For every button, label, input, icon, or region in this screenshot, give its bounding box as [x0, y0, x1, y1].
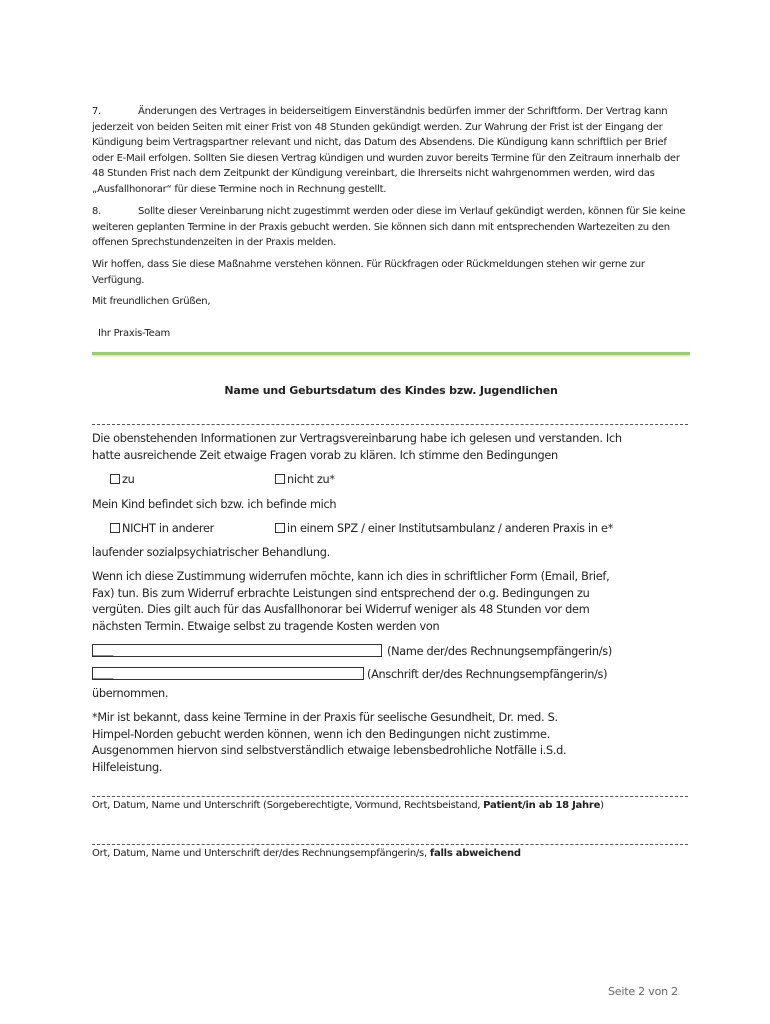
option-in-label: in einem SPZ / einer Institutsambulanz / anderen Praxis in e*: [287, 522, 614, 535]
consent-no-label: nicht zu*: [287, 473, 335, 486]
option-in-treatment[interactable]: [275, 521, 613, 538]
recipient-name-field[interactable]: [92, 644, 382, 657]
consent-no-option[interactable]: [275, 472, 335, 489]
hope-paragraph: Wir hoffen, dass Sie diese Maßnahme verstehen können. Für Rückfragen oder Rückmeldungen stehen wir gerne zur Verfügung.: [92, 259, 645, 286]
clause-7: [92, 104, 687, 197]
option-not-treatment[interactable]: [110, 521, 214, 538]
recipient-name-label: (Name der/des Rechnungsempfängerin/s): [387, 645, 612, 658]
clause-number: 8.: [92, 206, 102, 217]
signature-caption-1: [92, 800, 604, 811]
greeting: Mit freundlichen Grüßen,: [92, 296, 211, 307]
signature: Ihr Praxis-Team: [98, 328, 170, 339]
signature-line-2: [92, 844, 688, 845]
recipient-address-field[interactable]: [92, 667, 364, 680]
accepted-text: übernommen.: [92, 687, 169, 700]
green-divider: [92, 352, 690, 355]
child-status-label: Mein Kind befindet sich bzw. ich befinde mich: [92, 498, 337, 511]
consent-yes-checkbox[interactable]: [110, 474, 120, 484]
recipient-address-prefix: _____: [92, 670, 114, 680]
signature-caption-1-text: Ort, Datum, Name und Unterschrift (Sorgeberechtigte, Vormund, Rechtsbeistand,: [92, 800, 484, 811]
recipient-address-label: (Anschrift der/des Rechnungsempfängerin/s): [367, 668, 608, 681]
consent-yes-label: zu: [122, 473, 135, 486]
signature-caption-2-text: Ort, Datum, Name und Unterschrift der/des Rechnungsempfängerin/s,: [92, 848, 430, 859]
consent-yes-option[interactable]: [110, 472, 135, 489]
page-number: Seite 2 von 2: [608, 985, 678, 998]
signature-caption-1-end: ): [600, 800, 604, 811]
withdrawal-paragraph: Wenn ich diese Zustimmung widerrufen möchte, kann ich dies in schriftlicher Form (Email, Brief, Fax) tun. Bis zum Widerruf erbrachte Leistungen sind entsprechend der o.g. Bedingungen zu vergüten. Dies gilt auch für das Ausfallhonorar bei Widerruf weniger als 48 Stunden vor dem nächsten Termin. Etwaige selbst zu tragende Kosten werden von: [92, 570, 610, 633]
option-not-checkbox[interactable]: [110, 523, 120, 533]
signature-caption-1-bold: Patient/in ab 18 Jahre: [483, 800, 601, 811]
clause-number: 7.: [92, 106, 102, 117]
recipient-name-prefix: _____: [92, 647, 114, 657]
clause-8: [92, 204, 687, 251]
signature-caption-2: [92, 848, 521, 859]
option-not-label: NICHT in anderer: [122, 522, 214, 535]
clause-text: Änderungen des Vertrages in beiderseitigem Einverständnis bedürfen immer der Schriftform. Der Vertrag kann jederzeit von beiden Seiten mit einer Frist von 48 Stunden gekündigt werden. Zur Wahrung der Frist ist der Eingang der Kündigung beim Vertragspartner relevant und nicht, das Datum des Absendens. Die Kündigung kann schriftlich per Brief oder E-Mail erfolgen. Sollten Sie diesen Vertrag kündigen und wurden zuvor bereits Termine für den Zeitraum innerhalb der 48 Stunden Frist nach dem Zeitpunkt der Kündigung vereinbart, die Ihrerseits nicht wahrgenommen werden, wird das „Ausfallhonorar“ für diese Termine noch in Rechnung gestellt.: [92, 106, 680, 195]
consent-no-checkbox[interactable]: [275, 474, 285, 484]
note-paragraph: *Mir ist bekannt, dass keine Termine in der Praxis für seelische Gesundheit, Dr. med. S. Himpel-Norden gebucht werden können, wenn ich den Bedingungen nicht zustimme. Ausgenommen hiervon sind selbstverständlich etwaige lebensbedrohliche Notfälle i.S.d. Hilfeleistung.: [92, 711, 567, 774]
option-in-checkbox[interactable]: [275, 523, 285, 533]
dashed-divider: [92, 424, 688, 425]
signature-line-1: [92, 796, 688, 797]
form-title: Name und Geburtsdatum des Kindes bzw. Jugendlichen: [224, 384, 558, 397]
treatment-text: laufender sozialpsychiatrischer Behandlung.: [92, 546, 330, 559]
clause-text: Sollte dieser Vereinbarung nicht zugestimmt werden oder diese im Verlauf gekündigt werden, können für Sie keine weiteren geplanten Termine in der Praxis gebucht werden. Sie können sich dann mit entsprechenden Wartezeiten zu den offenen Sprechstundenzeiten in der Praxis melden.: [92, 206, 686, 248]
consent-intro: Die obenstehenden Informationen zur Vertragsvereinbarung habe ich gelesen und verstanden. Ich hatte ausreichende Zeit etwaige Fragen vorab zu klären. Ich stimme den Bedingungen: [92, 432, 622, 462]
signature-caption-2-bold: falls abweichend: [429, 848, 521, 859]
